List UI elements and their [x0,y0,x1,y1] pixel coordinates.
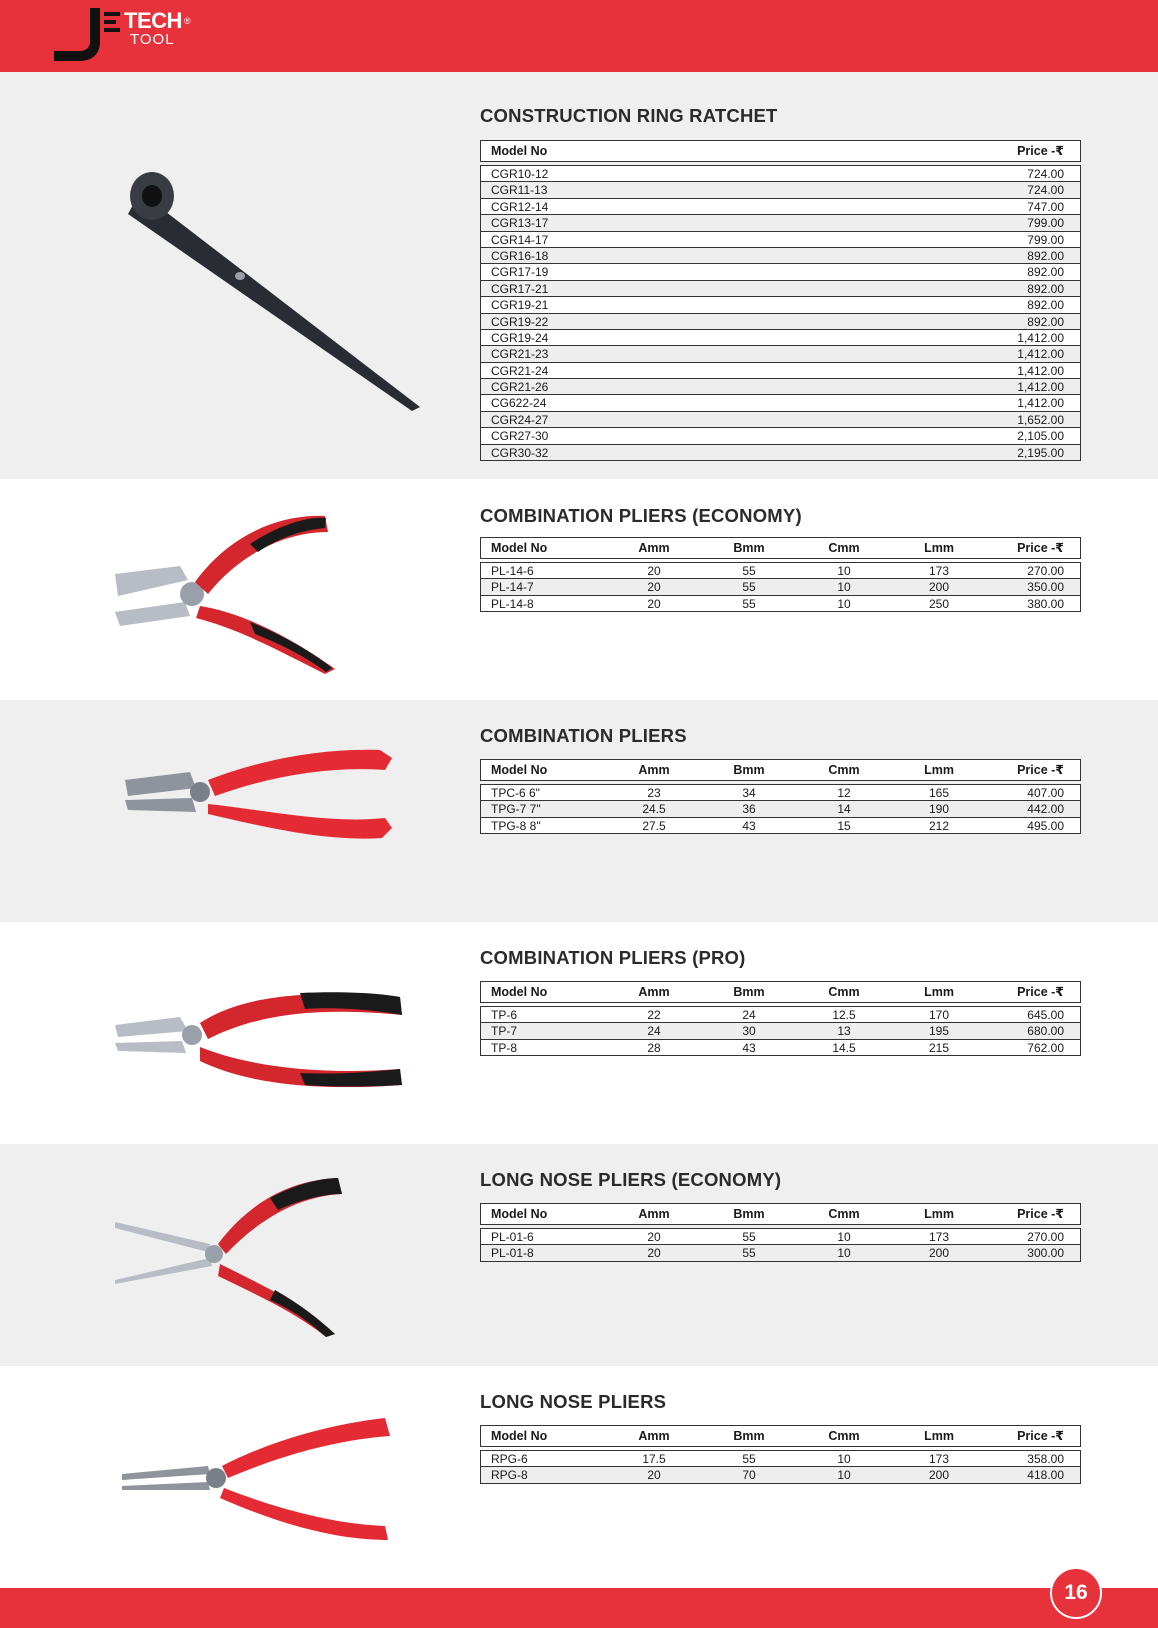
product-title: COMBINATION PLIERS (PRO) [480,947,746,968]
table-row [481,1244,1080,1260]
price-cell: 892.00 [1027,281,1064,296]
column-header-b: Bmm [733,541,765,555]
bmm-cell: 24 [742,1008,756,1022]
bmm-cell: 43 [742,1040,756,1055]
lmm-cell: 173 [928,564,950,578]
price-cell: 762.00 [1027,1040,1064,1055]
amm-cell: 24 [647,1024,661,1039]
model-cell: RPG-8 [491,1468,528,1483]
product-title: CONSTRUCTION RING RATCHET [480,105,778,126]
price-table [480,981,1081,1056]
cmm-cell: 10 [837,1452,851,1466]
model-cell: CGR17-21 [491,281,549,296]
column-header-model: Model No [491,1429,548,1443]
column-header-c: Cmm [828,763,860,777]
cmm-cell: 10 [837,1230,851,1244]
lmm-cell: 250 [928,596,950,611]
bmm-cell: 55 [742,1246,756,1261]
price-table [480,759,1081,834]
cmm-cell: 10 [837,1468,851,1483]
price-cell: 358.00 [1027,1452,1064,1466]
model-cell: PL-14-8 [491,596,534,611]
model-cell: PL-01-8 [491,1246,534,1261]
cmm-cell: 10 [837,596,851,611]
cmm-cell: 13 [837,1024,851,1039]
model-cell: PL-14-7 [491,580,534,595]
price-cell: 680.00 [1027,1024,1064,1039]
table-header [480,1203,1081,1225]
combination-pliers-image [100,740,440,860]
model-cell: PL-14-6 [491,564,534,578]
bmm-cell: 55 [742,564,756,578]
column-header-a: Amm [638,541,670,555]
price-cell: 747.00 [1027,199,1064,214]
price-cell: 1,412.00 [1017,330,1064,345]
column-header-price: Price -₹ [1017,763,1064,777]
table-row [481,1006,1080,1022]
amm-cell: 20 [647,1246,661,1261]
table-row [481,427,1080,443]
table-row [481,345,1080,361]
model-cell: CGR21-26 [491,380,549,395]
bmm-cell: 55 [742,596,756,611]
column-header-l: Lmm [924,763,954,777]
table-body [480,1006,1081,1056]
column-header-c: Cmm [828,985,860,999]
amm-cell: 22 [647,1008,661,1022]
price-table [480,1203,1081,1262]
column-header-l: Lmm [924,1429,954,1443]
model-cell: CGR30-32 [491,445,549,460]
product-section-combination-pro [0,922,1158,1144]
bmm-cell: 55 [742,1452,756,1466]
lmm-cell: 212 [928,818,950,833]
table-header [480,759,1081,781]
product-title: LONG NOSE PLIERS [480,1391,667,1412]
price-cell: 270.00 [1027,564,1064,578]
column-header-model: Model No [491,1207,548,1221]
table-header [480,537,1081,559]
lmm-cell: 195 [928,1024,950,1039]
price-cell: 1,412.00 [1017,347,1064,362]
model-cell: CGR17-19 [491,265,549,280]
lmm-cell: 215 [928,1040,950,1055]
lmm-cell: 200 [928,1246,950,1261]
amm-cell: 20 [647,1468,661,1483]
column-header-a: Amm [638,985,670,999]
column-header-price: Price -₹ [1017,144,1064,158]
table-row [481,1450,1080,1466]
column-header-price: Price -₹ [1017,985,1064,999]
table-row [481,263,1080,279]
price-cell: 892.00 [1027,248,1064,263]
price-cell: 892.00 [1027,298,1064,313]
table-header [480,981,1081,1003]
brand-logo [52,4,202,64]
column-header-b: Bmm [733,985,765,999]
logo-tech-text: TECH [124,8,182,33]
price-cell: 442.00 [1027,802,1064,817]
price-table [480,1425,1081,1484]
price-cell: 495.00 [1027,818,1064,833]
lmm-cell: 200 [928,580,950,595]
column-header-model: Model No [491,541,548,555]
model-cell: TP-6 [491,1008,518,1022]
price-cell: 2,105.00 [1017,429,1064,444]
product-title: LONG NOSE PLIERS (ECONOMY) [480,1169,782,1190]
model-cell: CGR16-18 [491,248,549,263]
table-body [480,1450,1081,1484]
price-cell: 380.00 [1027,596,1064,611]
logo-registered-mark: ® [184,16,191,26]
cmm-cell: 12.5 [832,1008,856,1022]
price-cell: 892.00 [1027,314,1064,329]
amm-cell: 27.5 [642,818,666,833]
lmm-cell: 170 [928,1008,950,1022]
table-row [481,578,1080,594]
table-body [480,784,1081,834]
amm-cell: 23 [647,786,661,800]
model-cell: CGR21-24 [491,363,549,378]
amm-cell: 20 [647,564,661,578]
table-header [480,140,1081,162]
cmm-cell: 10 [837,1246,851,1261]
amm-cell: 20 [647,596,661,611]
amm-cell: 20 [647,1230,661,1244]
table-row [481,1466,1080,1482]
cmm-cell: 10 [837,564,851,578]
long-nose-pliers-economy-image [100,1172,440,1337]
table-row [481,313,1080,329]
amm-cell: 20 [647,580,661,595]
price-cell: 2,195.00 [1017,445,1064,460]
bmm-cell: 34 [742,786,756,800]
price-cell: 724.00 [1027,183,1064,198]
bmm-cell: 55 [742,1230,756,1244]
model-cell: CGR12-14 [491,199,549,214]
model-cell: PL-01-6 [491,1230,534,1244]
table-row [481,198,1080,214]
column-header-c: Cmm [828,1207,860,1221]
combination-pliers-economy-image [100,504,440,674]
bmm-cell: 36 [742,802,756,817]
table-row [481,1039,1080,1055]
column-header-a: Amm [638,1207,670,1221]
column-header-b: Bmm [733,1207,765,1221]
price-cell: 418.00 [1027,1468,1064,1483]
lmm-cell: 200 [928,1468,950,1483]
product-section-longnose [0,1366,1158,1588]
table-row [481,214,1080,230]
price-cell: 1,412.00 [1017,396,1064,411]
table-row [481,1228,1080,1244]
model-cell: TP-8 [491,1040,518,1055]
table-row [481,181,1080,197]
table-row [481,329,1080,345]
price-cell: 350.00 [1027,580,1064,595]
model-cell: CGR11-13 [491,183,548,198]
model-cell: TPG-7 7" [491,802,541,817]
bmm-cell: 55 [742,580,756,595]
table-row [481,296,1080,312]
column-header-model: Model No [491,144,548,158]
column-header-b: Bmm [733,763,765,777]
model-cell: TPC-6 6" [491,786,540,800]
lmm-cell: 173 [928,1452,950,1466]
model-cell: CGR27-30 [491,429,549,444]
table-row [481,784,1080,800]
table-row [481,165,1080,181]
model-cell: RPG-6 [491,1452,528,1466]
column-header-b: Bmm [733,1429,765,1443]
price-cell: 1,412.00 [1017,363,1064,378]
lmm-cell: 190 [928,802,950,817]
column-header-l: Lmm [924,985,954,999]
bmm-cell: 30 [742,1024,756,1039]
product-title: COMBINATION PLIERS (ECONOMY) [480,505,802,526]
cmm-cell: 10 [837,580,851,595]
column-header-price: Price -₹ [1017,1429,1064,1443]
table-row [481,411,1080,427]
column-header-model: Model No [491,763,548,777]
bmm-cell: 43 [742,818,756,833]
table-row [481,595,1080,611]
product-section-combination [0,700,1158,922]
model-cell: CGR14-17 [491,232,549,247]
table-row [481,247,1080,263]
model-cell: CG622-24 [491,396,547,411]
model-cell: CGR19-22 [491,314,549,329]
table-row [481,1022,1080,1038]
column-header-l: Lmm [924,541,954,555]
lmm-cell: 173 [928,1230,950,1244]
table-body [480,165,1081,461]
table-row [481,800,1080,816]
column-header-price: Price -₹ [1017,1207,1064,1221]
price-cell: 799.00 [1027,216,1064,231]
product-title: COMBINATION PLIERS [480,725,687,746]
table-header [480,1425,1081,1447]
table-row [481,562,1080,578]
price-table [480,537,1081,612]
model-cell: CGR13-17 [491,216,549,231]
model-cell: CGR24-27 [491,412,549,427]
model-cell: CGR10-12 [491,167,549,181]
table-row [481,280,1080,296]
table-row [481,378,1080,394]
ring-ratchet-image [100,152,440,412]
price-cell: 270.00 [1027,1230,1064,1244]
price-cell: 407.00 [1027,786,1064,800]
model-cell: CGR19-24 [491,330,549,345]
lmm-cell: 165 [928,786,950,800]
table-body [480,562,1081,612]
page-footer [0,1588,1158,1628]
page-number-badge: 16 [1050,1567,1102,1619]
column-header-price: Price -₹ [1017,541,1064,555]
price-cell: 724.00 [1027,167,1064,181]
bmm-cell: 70 [742,1468,756,1483]
cmm-cell: 14.5 [832,1040,856,1055]
model-cell: TP-7 [491,1024,518,1039]
product-section-ratchet [0,72,1158,479]
model-cell: CGR21-23 [491,347,549,362]
price-cell: 799.00 [1027,232,1064,247]
cmm-cell: 15 [837,818,851,833]
column-header-c: Cmm [828,1429,860,1443]
column-header-a: Amm [638,1429,670,1443]
column-header-model: Model No [491,985,548,999]
table-row [481,444,1080,460]
price-cell: 645.00 [1027,1008,1064,1022]
price-cell: 1,652.00 [1017,412,1064,427]
product-section-longnose-economy [0,1144,1158,1366]
amm-cell: 17.5 [642,1452,666,1466]
model-cell: TPG-8 8" [491,818,541,833]
column-header-a: Amm [638,763,670,777]
price-cell: 300.00 [1027,1246,1064,1261]
table-row [481,394,1080,410]
column-header-l: Lmm [924,1207,954,1221]
table-row [481,817,1080,833]
long-nose-pliers-image [100,1416,440,1541]
price-cell: 1,412.00 [1017,380,1064,395]
price-cell: 892.00 [1027,265,1064,280]
model-cell: CGR19-21 [491,298,549,313]
table-body [480,1228,1081,1262]
table-row [481,362,1080,378]
product-section-combination-economy [0,479,1158,700]
price-table [480,140,1081,461]
amm-cell: 24.5 [642,802,666,817]
cmm-cell: 14 [837,802,851,817]
combination-pliers-pro-image [100,987,440,1087]
page-header [0,0,1158,72]
amm-cell: 28 [647,1040,661,1055]
column-header-c: Cmm [828,541,860,555]
logo-tool-text: TOOL [130,31,175,48]
table-row [481,231,1080,247]
cmm-cell: 12 [837,786,851,800]
logo-mark-icon [52,4,132,64]
